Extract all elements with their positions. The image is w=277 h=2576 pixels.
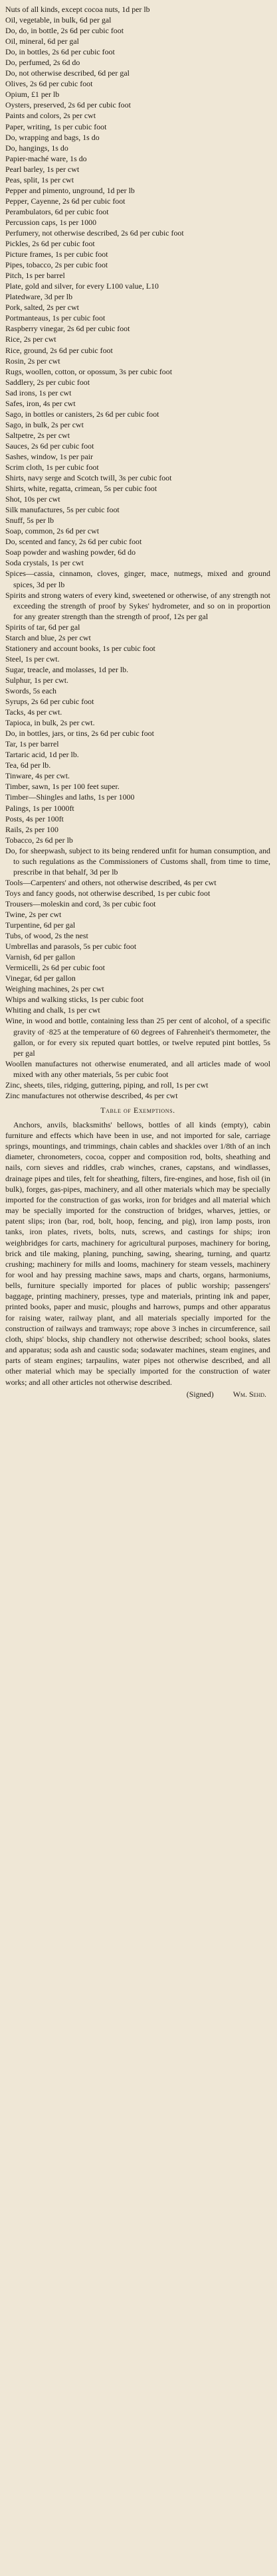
tariff-entry: Platedware, 3d per lb — [5, 292, 73, 302]
tariff-entry: Swords, 5s each — [5, 686, 56, 695]
tariff-entry: Tubs, of wood, 2s the nest — [5, 931, 88, 941]
tariff-entry: Umbrellas and parasols, 5s per cubic foot — [5, 942, 137, 952]
tariff-entry: Weighing machines, 2s per cwt — [5, 984, 104, 994]
tariff-entry: Rice, ground, 2s 6d per cubic foot — [5, 345, 113, 355]
tariff-entry: Syrups, 2s 6d per cubic foot — [5, 697, 94, 707]
tariff-entry: Wine, in wood and bottle, containing less than 25 per cent of alcohol, of a specific gravity of ·825 at the temperature of 60 degrees of Fahrenheit's thermometer, the gallon, or for every six reputed quart bottles, or twelve reputed pint bottles, 5s per gal — [5, 1016, 270, 1058]
tariff-entry: Pepper, Cayenne, 2s 6d per cubic foot — [5, 196, 126, 206]
tariff-entry: Pitch, 1s per barrel — [5, 271, 65, 281]
tariff-entry: Tar, 1s per barrel — [5, 739, 59, 749]
tariff-entry: Raspberry vinegar, 2s 6d per cubic foot — [5, 324, 130, 334]
tariff-entry: Do, scented and fancy, 2s 6d per cubic foot — [5, 537, 142, 547]
tariff-entry: Soap powder and washing powder, 6d do — [5, 547, 136, 557]
tariff-entry: Do, do, in bottle, 2s 6d per cubic foot — [5, 26, 124, 36]
tariff-entry: Sago, in bulk, 2s per cwt — [5, 419, 84, 429]
tariff-entry: Turpentine, 6d per gal — [5, 920, 76, 930]
tariff-entry: Soap, common, 2s 6d per cwt — [5, 526, 100, 536]
tariff-entry: Opium, £1 per lb — [5, 90, 60, 100]
tariff-entry: Nuts of all kinds, except cocoa nuts, 1d per lb — [5, 5, 150, 14]
tariff-entry: Tobacco, 2s 6d per lb — [5, 835, 73, 845]
tariff-entry: Paints and colors, 2s per cwt — [5, 111, 96, 121]
tariff-list — [5, 4, 270, 1101]
tariff-entry: Tacks, 4s per cwt. — [5, 707, 62, 717]
tariff-entry: Rugs, woollen, cotton, or opossum, 3s per cubic foot — [5, 366, 172, 376]
tariff-entry: Woollen manufactures not otherwise enumerated, and all articles made of wool mixed with any other materials, 5s per cubic foot — [5, 1058, 270, 1079]
tariff-entry: Pearl barley, 1s per cwt — [5, 164, 80, 174]
tariff-entry: Do, in bottles, jars, or tins, 2s 6d per cubic foot — [5, 729, 154, 739]
tariff-entry: Sashes, window, 1s per pair — [5, 451, 93, 461]
tariff-entry: Tea, 6d per lb. — [5, 760, 51, 770]
tariff-entry: Whiting and chalk, 1s per cwt — [5, 1005, 100, 1015]
tariff-entry: Shirts, white, regatta, crimean, 5s per cubic foot — [5, 484, 157, 494]
tariff-entry: Oysters, preserved, 2s 6d per cubic foot — [5, 100, 131, 110]
tariff-entry: Sago, in bottles or canisters, 2s 6d per cubic foot — [5, 409, 159, 419]
tariff-entry: Scrim cloth, 1s per cubic foot — [5, 463, 99, 472]
tariff-entry: Stationery and account books, 1s per cubic foot — [5, 643, 155, 653]
tariff-entry: Twine, 2s per cwt — [5, 909, 62, 919]
exemptions-title: Table of Exemptions. — [100, 1105, 175, 1115]
tariff-entry: Pickles, 2s 6d per cubic foot — [5, 239, 95, 249]
tariff-entry: Do, for sheepwash, subject to its being rendered unfit for human consumption, and to such regulations as the Commissioners of Customs shall, from time to time, prescribe in that behalf, 3d per lb — [5, 845, 270, 877]
tariff-entry: Silk manufactures, 5s per cubic foot — [5, 505, 120, 515]
tariff-entry: Spirits and strong waters of every kind, sweetened or otherwise, of any strength not exceeding the strength of proof by Sykes' hydrometer, and so on in proportion for any greater strength than the strength of proof, 12s per gal — [5, 590, 270, 621]
tariff-entry: Do, in bottles, 2s 6d per cubic foot — [5, 47, 115, 57]
tariff-entry: Do, hangings, 1s do — [5, 143, 68, 153]
tariff-entry: Pork, salted, 2s per cwt — [5, 303, 79, 313]
tariff-entry: Sulphur, 1s per cwt. — [5, 675, 68, 685]
tariff-entry: Shirts, navy serge and Scotch twill, 3s per cubic foot — [5, 473, 172, 483]
tariff-entry: Spices—cassia, cinnamon, cloves, ginger, mace, nutmegs, mixed and ground spices, 3d per lb — [5, 569, 270, 589]
tariff-entry: Do, wrapping and bags, 1s do — [5, 132, 100, 142]
tariff-entry: Vinegar, 6d per gallon — [5, 973, 76, 983]
tariff-entry: Pipes, tobacco, 2s per cubic foot — [5, 260, 108, 270]
tariff-entry: Plate, gold and silver, for every L100 value, L10 — [5, 281, 159, 291]
tariff-entry: Snuff, 5s per lb — [5, 516, 54, 526]
tariff-entry: Soda crystals, 1s per cwt — [5, 558, 84, 568]
tariff-entry: Rice, 2s per cwt — [5, 334, 56, 344]
tariff-entry: Saltpetre, 2s per cwt — [5, 430, 70, 440]
tariff-entry: Rails, 2s per 100 — [5, 824, 58, 834]
tariff-entry: Palings, 1s per 1000ft — [5, 803, 74, 813]
tariff-entry: Steel, 1s per cwt. — [5, 654, 60, 664]
signature-label: (Signed) — [186, 1389, 214, 1399]
tariff-entry: Oil, vegetable, in bulk, 6d per gal — [5, 15, 112, 25]
tariff-entry: Timber, sawn, 1s per 100 feet super. — [5, 782, 120, 792]
tariff-entry: Paper, writing, 1s per cubic foot — [5, 121, 107, 131]
tariff-entry: Do, perfumed, 2s 6d do — [5, 58, 80, 68]
tariff-entry: Tools—Carpenters' and others, not otherwise described, 4s per cwt — [5, 877, 217, 887]
tariff-entry: Portmanteaus, 1s per cubic foot — [5, 313, 106, 323]
tariff-entry: Perambulators, 6d per cubic foot — [5, 206, 109, 216]
signatory-name: Wm. Sehd. — [232, 1389, 266, 1399]
tariff-entry: Papier-maché ware, 1s do — [5, 153, 87, 163]
tariff-entry: Starch and blue, 2s per cwt — [5, 632, 91, 642]
tariff-entry: Safes, iron, 4s per cwt — [5, 398, 76, 408]
tariff-entry: Rosin, 2s per cwt — [5, 356, 60, 366]
tariff-entry: Percussion caps, 1s per 1000 — [5, 217, 97, 227]
tariff-entry: Posts, 4s per 100ft — [5, 814, 64, 823]
tariff-entry: Tinware, 4s per cwt. — [5, 771, 70, 781]
tariff-entry: Picture frames, 1s per cubic foot — [5, 250, 108, 259]
tariff-entry: Varnish, 6d per gallon — [5, 952, 76, 962]
tariff-entry: Pepper and pimento, unground, 1d per lb — [5, 185, 135, 195]
tariff-entry: Shot, 10s per cwt — [5, 494, 60, 504]
tariff-entry: Do, not otherwise described, 6d per gal — [5, 68, 130, 78]
tariff-entry: Olives, 2s 6d per cubic foot — [5, 79, 93, 89]
tariff-entry: Sad irons, 1s per cwt — [5, 388, 72, 397]
tariff-entry: Sauces, 2s 6d per cubic foot — [5, 441, 94, 451]
tariff-entry: Saddlery, 2s per cubic foot — [5, 377, 90, 387]
tariff-entry: Tartaric acid, 1d per lb. — [5, 750, 79, 760]
tariff-entry: Spirits of tar, 6d per gal — [5, 622, 80, 632]
tariff-entry: Perfumery, not otherwise described, 2s 6d per cubic foot — [5, 228, 184, 238]
tariff-entry: Timber—Shingles and laths, 1s per 1000 — [5, 792, 135, 802]
tariff-entry: Oil, mineral, 6d per gal — [5, 36, 79, 46]
tariff-entry: Zinc manufactures not otherwise described, 4s per cwt — [5, 1090, 178, 1100]
tariff-entry: Peas, split, 1s per cwt — [5, 175, 74, 184]
tariff-entry: Zinc, sheets, tiles, ridging, guttering, piping, and roll, 1s per cwt — [5, 1080, 209, 1090]
tariff-entry: Tapioca, in bulk, 2s per cwt. — [5, 718, 95, 728]
tariff-entry: Whips and walking sticks, 1s per cubic foot — [5, 995, 144, 1005]
tariff-entry: Sugar, treacle, and molasses, 1d per lb. — [5, 664, 129, 674]
tariff-entry: Vermicelli, 2s 6d per cubic foot — [5, 963, 105, 973]
signature-line — [5, 1389, 270, 1399]
tariff-entry: Toys and fancy goods, not otherwise described, 1s per cubic foot — [5, 888, 211, 898]
tariff-entry: Trousers—moleskin and cord, 3s per cubic foot — [5, 898, 156, 908]
exemptions-text: Anchors, anvils, blacksmiths' bellows, bottles of all kinds (empty), cabin furniture and effects which have been in use, and not imported for sale, carriage springs, mountings, and trimmings, chain cables and shackles over 1/8th of an inch diameter, chronometers, cocoa, copper and composition rod, bolts, sheathing and nails, corn sieves and riddles, crab winches, cranes, capstans, and windlasses, drainage pipes and tiles, felt for sheathing, filters, fire-engines, and hose, fish oil (in bulk), forges, gas-pipes, machinery, and all other materials which may be specially imported for the construction of gas works, iron for bridges and all material which may be specially imported for the construction of bridges, wharves, jetties, or patent slips; iron (bar, rod, bolt, hoop, fencing, and pig), iron lamp posts, iron tanks, iron plates, rivets, bolts, nuts, screws, and castings for ships; iron weighbridges for carts, machinery for agricultural purposes, machinery for boring, brick and tile making, planing, punching, sawing, shearing, turning, and quartz crushing; machinery for mills and looms, machinery for steam vessels, machinery for wool and hay pressing machine saws, maps and charts, organs, harmoniums, bells, furniture specially imported for places of public worship; passengers' baggage, printing machinery, presses, type and materials, printing ink and paper, printed books, paper and music, ploughs and harrows, pumps and other apparatus for raising water, railway plant, and all materials specially imported for the construction of railways and tramways; rope above 3 inches in circumference, sail cloth, ships' blocks, ship chandlery not otherwise described; school books, slates and apparatus; soda ash and caustic soda; sodawater machines, steam engines, and parts of steam engines; tarpaulins, water pipes not otherwise described, and all other material which may be specially imported for the construction of water works; and all other articles not otherwise described. — [5, 1119, 270, 1387]
